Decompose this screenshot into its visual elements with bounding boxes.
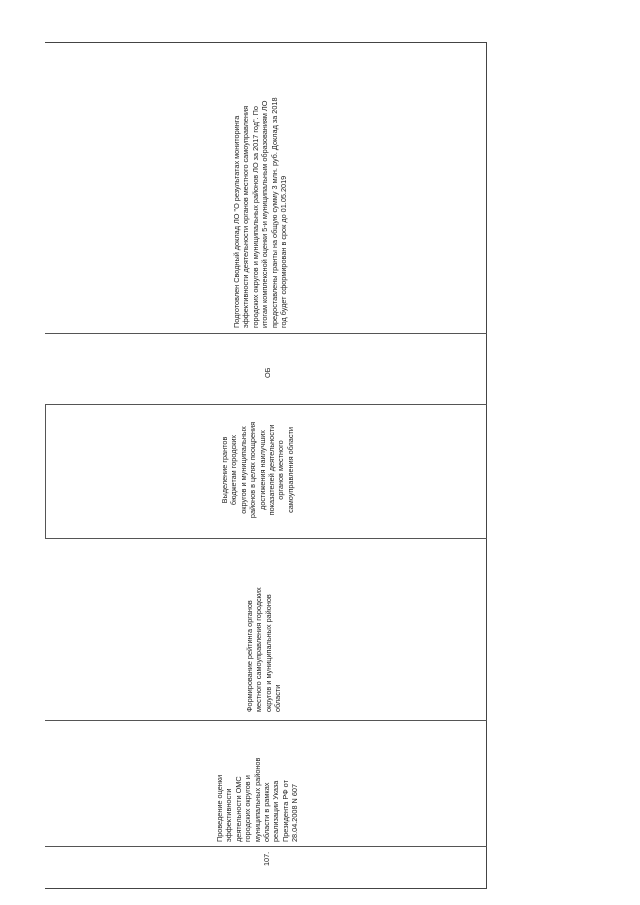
executor: ОБ [263, 367, 272, 378]
execution-note: Подготовлен Сводный доклад ЛО "О результатах мониторинга эффективности деятельности органов местного самоуправления городских округов и муниципальных районов ЛО за 2017 год". По итогам комплексной оценки 5-и муниципальным образованиям ЛО предоставлены гранты на общую сумму 3 млн. руб. Доклад за 2018 год будет сформирован в срок до 01.05.2019 [232, 97, 289, 328]
row-divider [45, 333, 487, 334]
cell-border [45, 404, 46, 538]
event-content: Формирование рейтинга органов местного самоуправления городских округов и муниципальных районов области [245, 587, 283, 712]
row-number: 107. [262, 851, 271, 866]
event-description: Проведение оценки эффективности деятельности ОМС городских округов и муниципальных районов области в рамках реализации Указа Президента РФ от 28.04.2008 N 607 [215, 757, 300, 842]
row-divider [45, 720, 487, 721]
row-divider [45, 846, 487, 847]
expected-result: Выделение грантов бюджетам городских округов и муниципальных районов в целях поощрения достижения наилучших показателей деятельности органов местного самоуправления области [220, 421, 295, 519]
row-divider [45, 404, 487, 405]
